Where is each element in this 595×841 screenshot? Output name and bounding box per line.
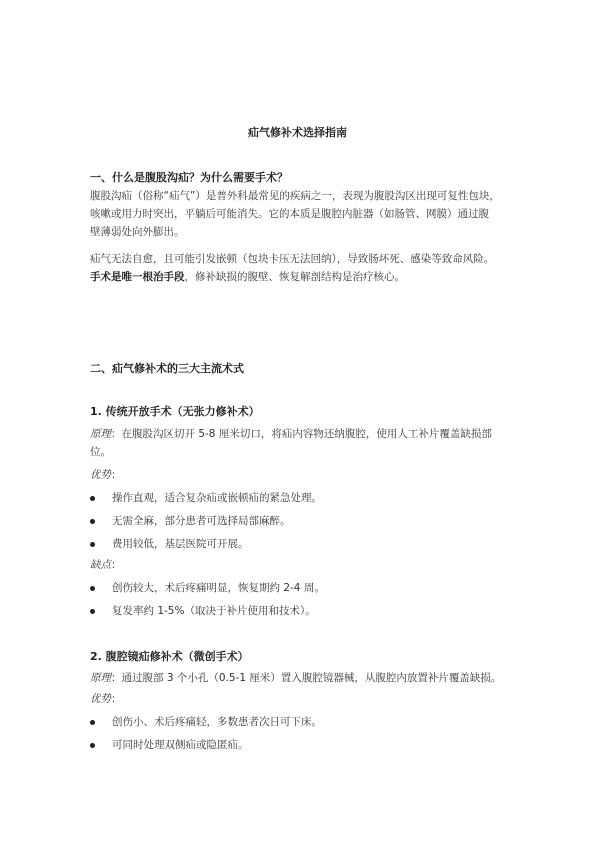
section2-heading: 二、疝气修补术的三大主流术式: [90, 362, 244, 375]
method2-heading: 2. 腹腔镜疝修补术（微创手术）: [90, 650, 249, 663]
section1-heading: 一、什么是腹股沟疝？为什么需要手术？: [90, 171, 288, 184]
bullet-dot-icon: [90, 542, 95, 547]
section1-p2-bold: 手术是唯一根治手段: [90, 271, 185, 283]
method1-advantages-title: [90, 466, 510, 484]
method1-disadvantages-title: [90, 556, 510, 574]
method2-advantages-title: [90, 690, 510, 708]
method1-principle-line1: ：在腹股沟区切开 5-8 厘米切口，将疝内容物还纳腹腔，使用人工补片覆盖缺损部: [111, 428, 492, 440]
section1-p1-line2: 咳嗽或用力时突出，平躺后可能消失。它的本质是腹腔内脏器（如肠管、网膜）通过腹: [90, 208, 489, 220]
method1-disadvantage-text: 复发率约 1-5%（取决于补片使用和技术）。: [112, 605, 316, 617]
method2-advantage-text: 可同时处理双侧疝或隐匿疝。: [112, 739, 249, 751]
bullet-dot-icon: [90, 609, 95, 614]
section1-p2-line1: 疝气无法自愈，且可能引发嵌顿（包块卡压无法回纳），导致肠坏死、感染等致命风险。: [90, 253, 495, 265]
method1-principle: [90, 425, 510, 461]
method1-principle-label: 原理: [90, 428, 111, 440]
method1-advantage-text: 操作直观，适合复杂疝或嵌顿疝的紧急处理。: [112, 492, 322, 504]
method2-principle: [90, 669, 510, 687]
method1-disadvantage-text: 创伤较大，术后疼痛明显，恢复期约 2-4 周。: [112, 582, 325, 594]
bullet-dot-icon: [90, 519, 95, 524]
section1-p1-line1: 腹股沟疝（俗称“疝气”）是普外科最常见的疾病之一，表现为腹股沟区出现可复性包块，: [90, 190, 500, 202]
section1-paragraph1: [90, 187, 510, 241]
document-title: 疝气修补术选择指南: [248, 126, 347, 139]
method1-advantages-colon: ：: [111, 469, 122, 481]
bullet-dot-icon: [90, 496, 95, 501]
method2-principle-label: 原理: [90, 672, 111, 684]
method2-principle-line1-wrap: [90, 669, 510, 687]
section1-p2-line2: [90, 268, 510, 286]
method1-disadvantages-label: 缺点: [90, 559, 111, 571]
section1-paragraph2: [90, 250, 510, 286]
method2-advantages-colon: ：: [111, 693, 122, 705]
method1-heading: 1. 传统开放手术（无张力修补术）: [90, 405, 260, 418]
method1-advantage-text: 无需全麻，部分患者可选择局部麻醉。: [112, 515, 291, 527]
method2-advantages-label: 优势: [90, 693, 111, 705]
method2-advantage-text: 创伤小、术后疼痛轻，多数患者次日可下床。: [112, 716, 322, 728]
method1-disadvantages-colon: ：: [111, 559, 122, 571]
method2-principle-line1: ：通过腹部 3 个小孔（0.5-1 厘米）置入腹腔镜器械，从腹腔内放置补片覆盖缺损。: [111, 672, 502, 684]
bullet-dot-icon: [90, 586, 95, 591]
method1-principle-line2: 位。: [90, 446, 111, 458]
method1-principle-line1-wrap: [90, 425, 510, 443]
method1-advantages-label: 优势: [90, 469, 111, 481]
section1-p2-rest: ，修补缺损的腹壁、恢复解剖结构是治疗核心。: [184, 271, 405, 283]
bullet-dot-icon: [90, 743, 95, 748]
bullet-dot-icon: [90, 720, 95, 725]
method1-advantage-text: 费用较低，基层医院可开展。: [112, 538, 249, 550]
section1-p1-line3: 壁薄弱处向外膨出。: [90, 226, 185, 238]
